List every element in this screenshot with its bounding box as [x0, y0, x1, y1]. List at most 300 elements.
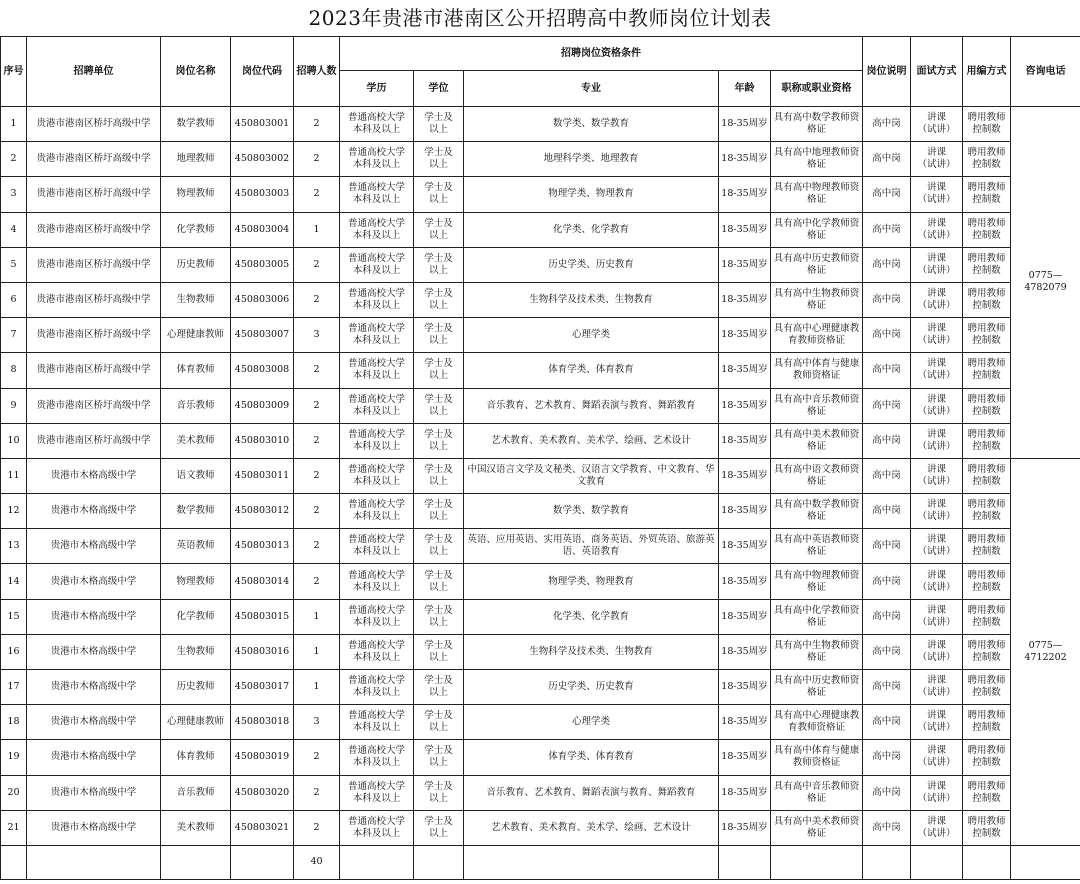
- cell-major: 化学类、化学教育: [464, 599, 719, 634]
- cell-count: 2: [294, 494, 340, 529]
- cell-post-code: 450803016: [231, 634, 294, 669]
- cell-count: 2: [294, 282, 340, 317]
- cell-major: 体育学类、体育教育: [464, 353, 719, 388]
- cell-age: 18-35周岁: [719, 494, 771, 529]
- cell-count: 2: [294, 353, 340, 388]
- cell-major: 中国汉语言文学及文秘类、汉语言文学教育、中文教育、华 文教育: [464, 458, 719, 493]
- cell-education: 普通高校大学 本科及以上: [340, 388, 414, 423]
- cell-staffing: 聘用教师 控制数: [963, 353, 1011, 388]
- header-post-desc: 岗位说明: [863, 37, 911, 107]
- cell-education: 普通高校大学 本科及以上: [340, 810, 414, 845]
- cell-count: 2: [294, 740, 340, 775]
- cell-qualification: 具有高中体育与健康 教师资格证: [771, 353, 863, 388]
- cell-qualification: 具有高中物理教师资 格证: [771, 177, 863, 212]
- cell-major: 生物科学及技术类、生物教育: [464, 282, 719, 317]
- table-row: [1, 564, 1080, 599]
- table-row: [1, 670, 1080, 705]
- cell-count: 3: [294, 318, 340, 353]
- cell-degree: 学士及 以上: [414, 740, 464, 775]
- cell-post-name: 数学教师: [161, 494, 231, 529]
- cell-education: 普通高校大学 本科及以上: [340, 458, 414, 493]
- cell-education: 普通高校大学 本科及以上: [340, 564, 414, 599]
- cell-count: 1: [294, 670, 340, 705]
- total-empty-cell: [231, 845, 294, 879]
- cell-age: 18-35周岁: [719, 670, 771, 705]
- cell-major: 历史学类、历史教育: [464, 247, 719, 282]
- cell-education: 普通高校大学 本科及以上: [340, 318, 414, 353]
- cell-count: 3: [294, 705, 340, 740]
- cell-qualification: 具有高中生物教师资 格证: [771, 282, 863, 317]
- header-conditions: 招聘岗位资格条件: [340, 37, 863, 71]
- cell-education: 普通高校大学 本科及以上: [340, 494, 414, 529]
- cell-degree: 学士及 以上: [414, 775, 464, 810]
- cell-post-code: 450803002: [231, 142, 294, 177]
- cell-staffing: 聘用教师 控制数: [963, 212, 1011, 247]
- cell-seq: 8: [1, 353, 27, 388]
- header-seq: 序号: [1, 37, 27, 107]
- cell-count: 2: [294, 775, 340, 810]
- cell-education: 普通高校大学 本科及以上: [340, 670, 414, 705]
- cell-age: 18-35周岁: [719, 212, 771, 247]
- cell-unit: 贵港市港南区桥圩高级中学: [27, 388, 161, 423]
- cell-unit: 贵港市木格高级中学: [27, 494, 161, 529]
- cell-age: 18-35周岁: [719, 247, 771, 282]
- cell-unit: 贵港市木格高级中学: [27, 740, 161, 775]
- cell-education: 普通高校大学 本科及以上: [340, 423, 414, 458]
- cell-unit: 贵港市木格高级中学: [27, 599, 161, 634]
- cell-degree: 学士及 以上: [414, 423, 464, 458]
- table-row: [1, 529, 1080, 564]
- cell-post-name: 历史教师: [161, 670, 231, 705]
- cell-interview: 讲课 （试讲）: [911, 353, 963, 388]
- cell-interview: 讲课 （试讲）: [911, 458, 963, 493]
- cell-major: 艺术教育、美术教育、美术学、绘画、艺术设计: [464, 810, 719, 845]
- cell-seq: 2: [1, 142, 27, 177]
- cell-staffing: 聘用教师 控制数: [963, 705, 1011, 740]
- cell-post-name: 英语教师: [161, 529, 231, 564]
- cell-major: 物理学类、物理教育: [464, 564, 719, 599]
- cell-unit: 贵港市木格高级中学: [27, 634, 161, 669]
- cell-unit: 贵港市木格高级中学: [27, 705, 161, 740]
- cell-degree: 学士及 以上: [414, 705, 464, 740]
- total-empty-cell: [340, 845, 414, 879]
- cell-age: 18-35周岁: [719, 282, 771, 317]
- cell-degree: 学士及 以上: [414, 564, 464, 599]
- cell-seq: 11: [1, 458, 27, 493]
- cell-degree: 学士及 以上: [414, 458, 464, 493]
- cell-post-code: 450803020: [231, 775, 294, 810]
- cell-post-name: 美术教师: [161, 423, 231, 458]
- cell-post-code: 450803005: [231, 247, 294, 282]
- cell-age: 18-35周岁: [719, 634, 771, 669]
- cell-interview: 讲课 （试讲）: [911, 142, 963, 177]
- cell-qualification: 具有高中体育与健康 教师资格证: [771, 740, 863, 775]
- cell-seq: 4: [1, 212, 27, 247]
- table-row: [1, 318, 1080, 353]
- cell-degree: 学士及 以上: [414, 810, 464, 845]
- cell-post-desc: 高中岗: [863, 142, 911, 177]
- cell-major: 艺术教育、美术教育、美术学、绘画、艺术设计: [464, 423, 719, 458]
- cell-post-name: 化学教师: [161, 212, 231, 247]
- page-title: 2023年贵港市港南区公开招聘高中教师岗位计划表: [308, 6, 772, 30]
- cell-staffing: 聘用教师 控制数: [963, 775, 1011, 810]
- cell-degree: 学士及 以上: [414, 282, 464, 317]
- header-post-name: 岗位名称: [161, 37, 231, 107]
- cell-post-desc: 高中岗: [863, 529, 911, 564]
- cell-staffing: 聘用教师 控制数: [963, 177, 1011, 212]
- cell-degree: 学士及 以上: [414, 212, 464, 247]
- cell-post-desc: 高中岗: [863, 353, 911, 388]
- cell-post-desc: 高中岗: [863, 177, 911, 212]
- cell-qualification: 具有高中物理教师资 格证: [771, 564, 863, 599]
- cell-qualification: 具有高中历史教师资 格证: [771, 670, 863, 705]
- cell-phone: 0775—4782079: [1011, 107, 1080, 459]
- cell-staffing: 聘用教师 控制数: [963, 142, 1011, 177]
- cell-post-code: 450803007: [231, 318, 294, 353]
- header-major: 专业: [464, 71, 719, 107]
- cell-post-desc: 高中岗: [863, 634, 911, 669]
- total-empty-cell: [464, 845, 719, 879]
- cell-education: 普通高校大学 本科及以上: [340, 212, 414, 247]
- cell-degree: 学士及 以上: [414, 634, 464, 669]
- cell-post-code: 450803017: [231, 670, 294, 705]
- cell-staffing: 聘用教师 控制数: [963, 282, 1011, 317]
- cell-post-desc: 高中岗: [863, 423, 911, 458]
- cell-interview: 讲课 （试讲）: [911, 810, 963, 845]
- cell-age: 18-35周岁: [719, 318, 771, 353]
- cell-unit: 贵港市木格高级中学: [27, 458, 161, 493]
- cell-major: 生物科学及技术类、生物教育: [464, 634, 719, 669]
- cell-unit: 贵港市港南区桥圩高级中学: [27, 318, 161, 353]
- cell-staffing: 聘用教师 控制数: [963, 529, 1011, 564]
- cell-seq: 18: [1, 705, 27, 740]
- cell-count: 2: [294, 458, 340, 493]
- cell-seq: 14: [1, 564, 27, 599]
- cell-post-name: 历史教师: [161, 247, 231, 282]
- cell-post-code: 450803008: [231, 353, 294, 388]
- cell-age: 18-35周岁: [719, 529, 771, 564]
- cell-unit: 贵港市港南区桥圩高级中学: [27, 423, 161, 458]
- header-qualification: 职称或职业资格: [771, 71, 863, 107]
- total-empty-cell: [911, 845, 963, 879]
- cell-qualification: 具有高中化学教师资 格证: [771, 599, 863, 634]
- cell-education: 普通高校大学 本科及以上: [340, 177, 414, 212]
- cell-unit: 贵港市木格高级中学: [27, 529, 161, 564]
- total-empty-cell: [963, 845, 1011, 879]
- cell-staffing: 聘用教师 控制数: [963, 740, 1011, 775]
- cell-unit: 贵港市港南区桥圩高级中学: [27, 142, 161, 177]
- table-body: [1, 107, 1080, 880]
- cell-post-code: 450803011: [231, 458, 294, 493]
- cell-count: 2: [294, 142, 340, 177]
- cell-post-desc: 高中岗: [863, 388, 911, 423]
- cell-age: 18-35周岁: [719, 423, 771, 458]
- cell-unit: 贵港市木格高级中学: [27, 670, 161, 705]
- cell-seq: 13: [1, 529, 27, 564]
- cell-qualification: 具有高中生物教师资 格证: [771, 634, 863, 669]
- cell-post-code: 450803009: [231, 388, 294, 423]
- cell-qualification: 具有高中化学教师资 格证: [771, 212, 863, 247]
- cell-education: 普通高校大学 本科及以上: [340, 775, 414, 810]
- cell-post-code: 450803018: [231, 705, 294, 740]
- header-staffing: 用编方式: [963, 37, 1011, 107]
- cell-count: 1: [294, 634, 340, 669]
- cell-age: 18-35周岁: [719, 458, 771, 493]
- cell-qualification: 具有高中美术教师资 格证: [771, 810, 863, 845]
- cell-seq: 19: [1, 740, 27, 775]
- cell-post-desc: 高中岗: [863, 810, 911, 845]
- cell-education: 普通高校大学 本科及以上: [340, 282, 414, 317]
- table-row: [1, 142, 1080, 177]
- cell-post-desc: 高中岗: [863, 282, 911, 317]
- table-row: [1, 810, 1080, 845]
- cell-post-code: 450803012: [231, 494, 294, 529]
- header-age: 年龄: [719, 71, 771, 107]
- cell-post-desc: 高中岗: [863, 107, 911, 142]
- cell-post-name: 生物教师: [161, 282, 231, 317]
- cell-post-desc: 高中岗: [863, 599, 911, 634]
- cell-interview: 讲课 （试讲）: [911, 564, 963, 599]
- table-row: [1, 458, 1080, 493]
- header-education: 学历: [340, 71, 414, 107]
- cell-education: 普通高校大学 本科及以上: [340, 353, 414, 388]
- cell-post-code: 450803004: [231, 212, 294, 247]
- total-empty-cell: [1011, 845, 1080, 879]
- cell-degree: 学士及 以上: [414, 142, 464, 177]
- cell-major: 体育学类、体育教育: [464, 740, 719, 775]
- cell-age: 18-35周岁: [719, 388, 771, 423]
- cell-major: 英语、应用英语、实用英语、商务英语、外贸英语、旅游英 语、英语教育: [464, 529, 719, 564]
- cell-major: 数学类、数学教育: [464, 494, 719, 529]
- cell-major: 化学类、化学教育: [464, 212, 719, 247]
- cell-qualification: 具有高中语文教师资 格证: [771, 458, 863, 493]
- cell-unit: 贵港市港南区桥圩高级中学: [27, 282, 161, 317]
- cell-qualification: 具有高中心理健康教 育教师资格证: [771, 705, 863, 740]
- cell-staffing: 聘用教师 控制数: [963, 599, 1011, 634]
- cell-staffing: 聘用教师 控制数: [963, 388, 1011, 423]
- cell-age: 18-35周岁: [719, 177, 771, 212]
- cell-post-name: 音乐教师: [161, 388, 231, 423]
- cell-qualification: 具有高中音乐教师资 格证: [771, 775, 863, 810]
- recruitment-table: [0, 36, 1080, 880]
- cell-education: 普通高校大学 本科及以上: [340, 705, 414, 740]
- cell-unit: 贵港市港南区桥圩高级中学: [27, 212, 161, 247]
- cell-count: 2: [294, 423, 340, 458]
- cell-major: 物理学类、物理教育: [464, 177, 719, 212]
- table-row: [1, 282, 1080, 317]
- cell-seq: 20: [1, 775, 27, 810]
- cell-seq: 16: [1, 634, 27, 669]
- cell-qualification: 具有高中历史教师资 格证: [771, 247, 863, 282]
- table-row: [1, 353, 1080, 388]
- cell-major: 地理科学类、地理教育: [464, 142, 719, 177]
- table-row: [1, 423, 1080, 458]
- total-empty-cell: [414, 845, 464, 879]
- cell-staffing: 聘用教师 控制数: [963, 318, 1011, 353]
- cell-post-code: 450803015: [231, 599, 294, 634]
- cell-qualification: 具有高中英语教师资 格证: [771, 529, 863, 564]
- cell-interview: 讲课 （试讲）: [911, 740, 963, 775]
- cell-seq: 21: [1, 810, 27, 845]
- cell-post-name: 生物教师: [161, 634, 231, 669]
- cell-seq: 17: [1, 670, 27, 705]
- cell-interview: 讲课 （试讲）: [911, 282, 963, 317]
- cell-degree: 学士及 以上: [414, 247, 464, 282]
- cell-post-name: 体育教师: [161, 353, 231, 388]
- table-row: [1, 212, 1080, 247]
- table-row: [1, 634, 1080, 669]
- cell-interview: 讲课 （试讲）: [911, 705, 963, 740]
- cell-interview: 讲课 （试讲）: [911, 107, 963, 142]
- cell-staffing: 聘用教师 控制数: [963, 564, 1011, 599]
- cell-qualification: 具有高中心理健康教 育教师资格证: [771, 318, 863, 353]
- cell-post-name: 心理健康教师: [161, 318, 231, 353]
- cell-major: 音乐教育、艺术教育、舞蹈表演与教育、舞蹈教育: [464, 775, 719, 810]
- cell-post-name: 数学教师: [161, 107, 231, 142]
- cell-degree: 学士及 以上: [414, 107, 464, 142]
- cell-staffing: 聘用教师 控制数: [963, 423, 1011, 458]
- cell-unit: 贵港市港南区桥圩高级中学: [27, 107, 161, 142]
- cell-count: 2: [294, 810, 340, 845]
- table-row: [1, 705, 1080, 740]
- cell-seq: 10: [1, 423, 27, 458]
- cell-post-desc: 高中岗: [863, 705, 911, 740]
- cell-interview: 讲课 （试讲）: [911, 212, 963, 247]
- cell-post-name: 音乐教师: [161, 775, 231, 810]
- cell-interview: 讲课 （试讲）: [911, 670, 963, 705]
- cell-staffing: 聘用教师 控制数: [963, 458, 1011, 493]
- table-row: [1, 494, 1080, 529]
- cell-post-code: 450803019: [231, 740, 294, 775]
- cell-interview: 讲课 （试讲）: [911, 177, 963, 212]
- cell-count: 2: [294, 564, 340, 599]
- cell-post-code: 450803010: [231, 423, 294, 458]
- cell-post-code: 450803003: [231, 177, 294, 212]
- cell-age: 18-35周岁: [719, 775, 771, 810]
- total-empty-cell: [1, 845, 27, 879]
- cell-post-code: 450803006: [231, 282, 294, 317]
- cell-age: 18-35周岁: [719, 142, 771, 177]
- cell-phone: 0775—4712202: [1011, 458, 1080, 845]
- cell-education: 普通高校大学 本科及以上: [340, 142, 414, 177]
- total-empty-cell: [719, 845, 771, 879]
- cell-post-desc: 高中岗: [863, 564, 911, 599]
- total-empty-cell: [27, 845, 161, 879]
- header-post-code: 岗位代码: [231, 37, 294, 107]
- cell-qualification: 具有高中数学教师资 格证: [771, 107, 863, 142]
- total-empty-cell: [771, 845, 863, 879]
- total-empty-cell: [863, 845, 911, 879]
- cell-interview: 讲课 （试讲）: [911, 423, 963, 458]
- cell-qualification: 具有高中美术教师资 格证: [771, 423, 863, 458]
- cell-count: 2: [294, 177, 340, 212]
- total-row: [1, 845, 1080, 879]
- cell-count: 1: [294, 212, 340, 247]
- cell-seq: 5: [1, 247, 27, 282]
- table-row: [1, 775, 1080, 810]
- cell-post-desc: 高中岗: [863, 212, 911, 247]
- header-degree: 学位: [414, 71, 464, 107]
- cell-degree: 学士及 以上: [414, 670, 464, 705]
- cell-post-desc: 高中岗: [863, 775, 911, 810]
- header-phone: 咨询电话: [1011, 37, 1080, 107]
- cell-staffing: 聘用教师 控制数: [963, 634, 1011, 669]
- cell-post-code: 450803014: [231, 564, 294, 599]
- cell-interview: 讲课 （试讲）: [911, 599, 963, 634]
- cell-staffing: 聘用教师 控制数: [963, 247, 1011, 282]
- cell-staffing: 聘用教师 控制数: [963, 810, 1011, 845]
- cell-seq: 3: [1, 177, 27, 212]
- cell-post-name: 地理教师: [161, 142, 231, 177]
- cell-interview: 讲课 （试讲）: [911, 494, 963, 529]
- cell-qualification: 具有高中地理教师资 格证: [771, 142, 863, 177]
- table-row: [1, 740, 1080, 775]
- cell-seq: 6: [1, 282, 27, 317]
- cell-degree: 学士及 以上: [414, 529, 464, 564]
- cell-interview: 讲课 （试讲）: [911, 529, 963, 564]
- cell-staffing: 聘用教师 控制数: [963, 107, 1011, 142]
- cell-seq: 7: [1, 318, 27, 353]
- cell-seq: 9: [1, 388, 27, 423]
- cell-qualification: 具有高中数学教师资 格证: [771, 494, 863, 529]
- cell-post-desc: 高中岗: [863, 494, 911, 529]
- cell-post-name: 语文教师: [161, 458, 231, 493]
- cell-staffing: 聘用教师 控制数: [963, 494, 1011, 529]
- cell-age: 18-35周岁: [719, 353, 771, 388]
- cell-major: 历史学类、历史教育: [464, 670, 719, 705]
- cell-post-code: 450803001: [231, 107, 294, 142]
- table-row: [1, 107, 1080, 142]
- cell-post-name: 物理教师: [161, 177, 231, 212]
- cell-unit: 贵港市港南区桥圩高级中学: [27, 353, 161, 388]
- cell-post-name: 心理健康教师: [161, 705, 231, 740]
- cell-unit: 贵港市木格高级中学: [27, 775, 161, 810]
- cell-interview: 讲课 （试讲）: [911, 775, 963, 810]
- header-unit: 招聘单位: [27, 37, 161, 107]
- cell-interview: 讲课 （试讲）: [911, 634, 963, 669]
- cell-degree: 学士及 以上: [414, 388, 464, 423]
- cell-qualification: 具有高中音乐教师资 格证: [771, 388, 863, 423]
- cell-degree: 学士及 以上: [414, 599, 464, 634]
- cell-education: 普通高校大学 本科及以上: [340, 247, 414, 282]
- cell-post-name: 美术教师: [161, 810, 231, 845]
- cell-post-desc: 高中岗: [863, 458, 911, 493]
- cell-education: 普通高校大学 本科及以上: [340, 599, 414, 634]
- cell-major: 数学类、数学教育: [464, 107, 719, 142]
- cell-major: 心理学类: [464, 705, 719, 740]
- cell-age: 18-35周岁: [719, 599, 771, 634]
- cell-degree: 学士及 以上: [414, 177, 464, 212]
- cell-unit: 贵港市木格高级中学: [27, 564, 161, 599]
- cell-age: 18-35周岁: [719, 740, 771, 775]
- cell-post-desc: 高中岗: [863, 247, 911, 282]
- cell-unit: 贵港市木格高级中学: [27, 810, 161, 845]
- cell-seq: 12: [1, 494, 27, 529]
- cell-education: 普通高校大学 本科及以上: [340, 529, 414, 564]
- cell-education: 普通高校大学 本科及以上: [340, 634, 414, 669]
- header-interview: 面试方式: [911, 37, 963, 107]
- cell-count: 1: [294, 599, 340, 634]
- cell-post-name: 体育教师: [161, 740, 231, 775]
- cell-major: 心理学类: [464, 318, 719, 353]
- cell-interview: 讲课 （试讲）: [911, 247, 963, 282]
- cell-post-desc: 高中岗: [863, 740, 911, 775]
- cell-major: 音乐教育、艺术教育、舞蹈表演与教育、舞蹈教育: [464, 388, 719, 423]
- table-row: [1, 388, 1080, 423]
- total-count: 40: [294, 845, 340, 879]
- cell-age: 18-35周岁: [719, 564, 771, 599]
- cell-count: 2: [294, 388, 340, 423]
